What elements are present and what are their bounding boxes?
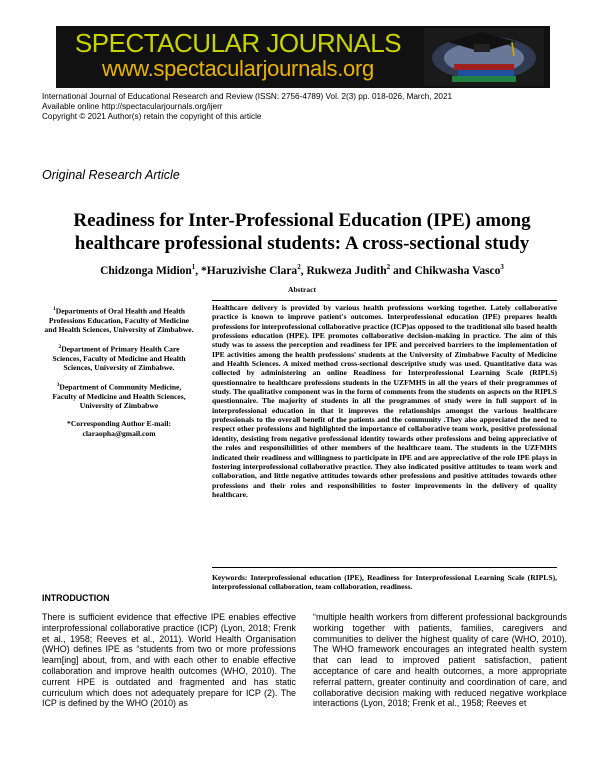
author-sup: 2 (297, 263, 301, 271)
journal-banner (56, 26, 550, 88)
author-sup: 3 (500, 263, 504, 271)
author-sup: 1 (191, 263, 196, 271)
author-sep: and (390, 264, 415, 277)
author-name: *Haruzivishe Clara (201, 264, 298, 277)
intro-column-right: “multiple health workers from different professional backgrounds working together with patients, families, caregivers and communities to deliver the highest quality of care (WHO, 2010). The WHO framework encourages an integrated health system that can lead to improved patient satisfaction, patient acceptance of care and health outcomes, a more appropriate referral pattern, greater continuity and coordination of care, and collaborative decision making with reduced negative workplace interactions (Lyon, 2018; Frenk et al., 1958; Reeves et (313, 612, 567, 709)
graduation-books-icon (424, 28, 544, 86)
affiliation-sup: 1 (52, 306, 56, 312)
availability-line: Available online http://spectacularjournals.org/ijerr (42, 101, 223, 111)
paper-title: Readiness for Inter-Professional Education (IPE) among healthcare professional students: A cross-sectional study (73, 210, 531, 254)
keywords-label: Keywords: (212, 573, 248, 582)
abstract-top-rule (212, 300, 557, 301)
affiliations (44, 305, 194, 447)
affiliation (44, 381, 194, 410)
affiliation-sup: 3 (56, 382, 60, 389)
citation-line: International Journal of Educational Research and Review (ISSN: 2756-4789) Vol. 2(3) pp. 018-026, March, 2021 (42, 92, 453, 101)
affiliation-text: Department of Primary Health Care Sciences, Faculty of Medicine and Health Sciences, University of Zimbabwe. (52, 344, 186, 373)
banner-url[interactable]: www.spectacularjournals.org (102, 56, 374, 81)
article-type: Original Research Article (42, 168, 180, 182)
abstract-text: Healthcare delivery is provided by various health professions working together. Lately collaborative practice is known to improve patient's outcomes. Interprofessional education (IPE) prepares health professions for interprofessional collaborative practice (ICP)as opposed to the traditional silo based health professions education (HPE). IPE promotes collaborative decision-making in practice. The aim of this study was to assess the perception and readiness for IPE and perceived barriers to the implementation of IPE activities among the health professions' students at the University of Zimbabwe Faculty of Medicine and Health Sciences. A mixed method cross-sectional descriptive study was used. Quantitative data was collected by administering an online Readiness for Interprofessional Learning Scale (RIPLS) questionnaire to healthcare professions students in the UZFMHS in all the years of their programmes of study. The qualitative component was in the form of comments from the students on aspects on the RIPLS questionnaire. The majority of students in all the programmes of study were in full support of in interprofessional education in that it improves the relationships amongst the various healthcare professionals to the overall benefit of the patients and the community .They also appreciated the need to respect other professions and highlighted the importance of collaborative team work, positive professional identity, desisting from negative professional identity towards other professions and being appreciative of the roles and responsibilities of other members of the healthcare team. The students in the UZFMHS indicated their readiness and willingness to participate in IPE and are appreciative of the role IPE plays in fostering interprofessional collaborative practice. They also indicated positive attitudes to team work and collaboration, and little negative attitudes towards other professions and positive attitudes towards other professions and their roles and responsibilities to foster improvements in the delivery of quality healthcare. (212, 303, 557, 499)
affiliation-text: Department of Community Medicine, Faculty of Medicine and Health Sciences, University of Zimbabwe (52, 382, 186, 411)
corresponding-email[interactable]: claraopha@gmail.com (82, 428, 156, 438)
abstract-bottom-rule (212, 567, 557, 568)
copyright-line: Copyright © 2021 Author(s) retain the copyright of this article (42, 111, 262, 121)
author-name: Rukweza Judith (306, 264, 387, 277)
author-name: Chikwasha Vasco (414, 264, 501, 277)
corresponding-label: *Corresponding Author E-mail: (67, 419, 171, 429)
intro-column-left: There is sufficient evidence that effective IPE enables effective interprofessional collaborative practice (ICP) (Lyon, 2018; Frenk et al., 1958; Reeves et al., 2011). World Health Organisation (WHO) defines IPE as “students from two or more professions learn[ing] about, from, and with each other to enable effective collaboration and improve health outcomes (WHO, 2010). The current HPE is outdated and fragmented and has static curriculum which does not adequately prepare for ICP (2). The ICP is defined by the WHO (2010) as (42, 612, 296, 709)
introduction-heading: INTRODUCTION (42, 593, 110, 603)
abstract-label: Abstract (288, 285, 316, 294)
author-list (60, 263, 544, 277)
author-sep: , (195, 264, 202, 277)
banner-title: SPECTACULAR JOURNALS (74, 28, 402, 58)
affiliation-sup: 2 (58, 344, 62, 351)
author-sup: 2 (386, 263, 391, 271)
author-name: Chidzonga Midion (100, 264, 192, 277)
corresponding-author (44, 419, 194, 437)
affiliation (44, 305, 194, 334)
affiliation (44, 343, 194, 372)
affiliation-text: Departments of Oral Health and Health Professions Education, Faculty of Medicine and Health Sciences, University of Zimbabwe. (44, 306, 194, 334)
journal-header (42, 92, 562, 121)
keywords-text: Interprofessional education (IPE), Readiness for Interprofessional Learning Scale (RIPLS), interprofessional collaboration, team collaboration, readiness. (212, 573, 557, 592)
keywords (212, 573, 557, 592)
author-sep: , (300, 264, 307, 277)
